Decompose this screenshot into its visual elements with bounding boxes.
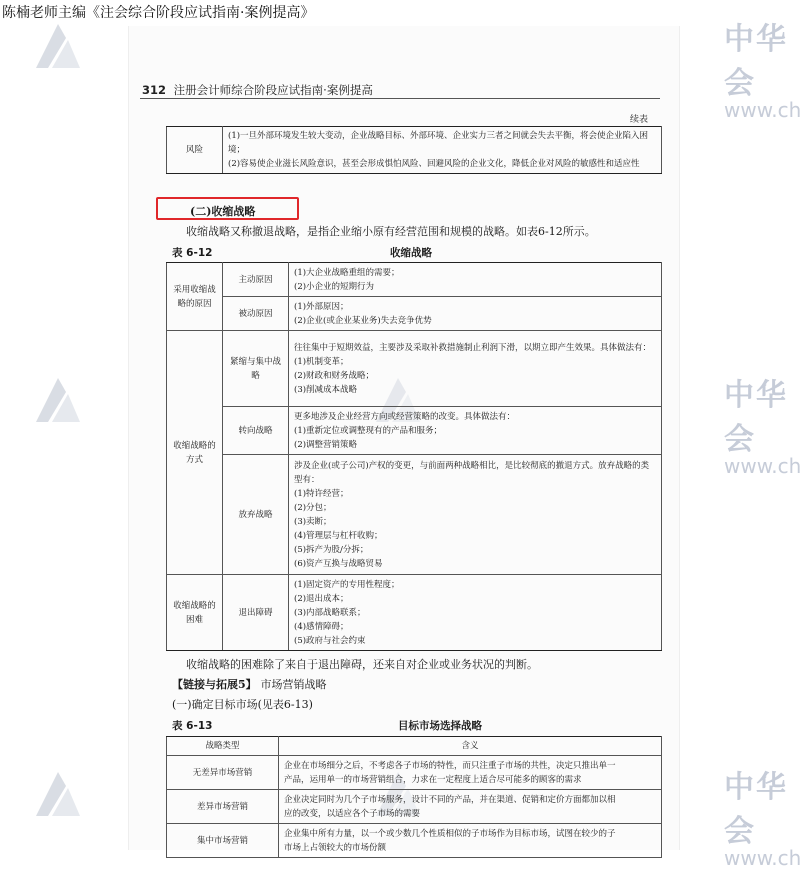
- tighten-items: [289, 331, 662, 407]
- item-line: (1)重新定位或调整现有的产品和服务；: [294, 425, 443, 436]
- item-line: (4)感情障碍；: [294, 621, 349, 632]
- watermark-cn: 中华会: [724, 22, 788, 101]
- table-row: [167, 790, 662, 824]
- page-caption: 陈楠老师主编《注会综合阶段应试指南·案例提高》: [2, 5, 315, 21]
- exit-items: [289, 575, 662, 651]
- item-line: (1)固定资产的专用性程度；: [294, 579, 400, 590]
- row-type: 无差异市场营销: [167, 756, 279, 790]
- item-line: 产品，运用单一的市场营销组合，力求在一定程度上适合尽可能多的顾客的需求: [284, 774, 582, 785]
- watermark-cn: 中华会: [724, 378, 788, 457]
- row-type: 差异市场营销: [167, 790, 279, 824]
- watermark: [724, 370, 809, 478]
- row-meaning: [279, 756, 662, 790]
- link-tag: 【链接与拓展5】: [172, 678, 257, 691]
- item-line: 应的改变，以适应各个子市场的需要: [284, 808, 421, 819]
- turn-items: [289, 407, 662, 455]
- link-text: 市场营销战略: [260, 678, 327, 691]
- risk-table: [166, 126, 662, 174]
- logo-watermark-icon: [28, 766, 88, 822]
- watermark: [724, 762, 809, 870]
- table-caption: 表 6-12: [172, 247, 213, 259]
- table-title: 目标市场选择战略: [398, 720, 482, 732]
- running-header: [142, 82, 373, 98]
- item-line: (4)管理层与杠杆收购；: [294, 530, 383, 541]
- logo-watermark-icon: [28, 372, 88, 428]
- item-line: (2)企业(或企业某业务)失去竞争优势: [294, 315, 432, 326]
- reasons-label: 采用收缩战略的原因: [167, 263, 223, 331]
- item-line: 往往集中于短期效益，主要涉及采取补救措施制止利润下滑，以期立即产生效果。具体做法有：: [294, 342, 652, 353]
- item-line: (5)政府与社会约束: [294, 635, 366, 646]
- after-paragraph: 收缩战略的困难除了来自于退出障碍，还来自对企业或业务状况的判断。: [186, 658, 538, 671]
- table-caption: 表 6-13: [172, 720, 213, 732]
- abandon-items: [289, 455, 662, 575]
- row-meaning: [279, 790, 662, 824]
- row-type: 集中市场营销: [167, 824, 279, 858]
- col-header-meaning: 含义: [279, 737, 662, 756]
- item-line: (1)机制变革；: [294, 356, 349, 367]
- item-line: (2)小企业的短期行为: [294, 281, 375, 292]
- difficulty-label: 收缩战略的困难: [167, 575, 223, 651]
- item-line: (2)财政和财务战略；: [294, 370, 375, 381]
- risk-label: 风险: [167, 127, 223, 174]
- watermark: [724, 14, 809, 122]
- item-line: (3)削减成本战略: [294, 384, 358, 395]
- item-line: (1)大企业战略重组的需要；: [294, 267, 400, 278]
- risk-content: [223, 127, 662, 174]
- item-line: (3)内部战略联系；: [294, 607, 366, 618]
- active-items: [289, 263, 662, 297]
- item-line: (6)资产互换与战略贸易: [294, 558, 383, 569]
- item-line: (1)特许经营；: [294, 488, 349, 499]
- item-line: 企业集中所有力量，以一个或少数几个性质相似的子市场作为目标市场，试图在较少的子: [284, 828, 616, 839]
- passive-label: 被动原因: [223, 297, 289, 331]
- turn-label: 转向战略: [223, 407, 289, 455]
- link-heading: [172, 676, 327, 692]
- item-line: (5)拆产为股/分拆；: [294, 544, 369, 555]
- col-header-type: 战略类型: [167, 737, 279, 756]
- exit-label: 退出障碍: [223, 575, 289, 651]
- book-title: 注册会计师综合阶段应试指南·案例提高: [173, 83, 373, 97]
- watermark-url: www.ch: [724, 454, 802, 478]
- passive-items: [289, 297, 662, 331]
- item-line: (2)分包；: [294, 502, 332, 513]
- header-rule: [140, 98, 660, 99]
- risk-line: (2)容易使企业滋长风险意识，甚至会形成惧怕风险、回避风险的企业文化，降低企业对风险的敏感性和适应性: [228, 159, 640, 169]
- row-meaning: [279, 824, 662, 858]
- section-title: (二)收缩战略: [190, 205, 256, 218]
- logo-watermark-icon: [28, 18, 88, 74]
- contraction-strategy-table: [166, 262, 662, 651]
- abandon-label: 放弃战略: [223, 455, 289, 575]
- item-line: 涉及企业(或子公司)产权的变更，与前面两种战略相比，是比较彻底的撤退方式。放弃战略的类型有：: [294, 460, 650, 485]
- subheading: (一)确定目标市场(见表6-13): [172, 698, 313, 711]
- methods-label: 收缩战略的方式: [167, 331, 223, 575]
- table-row: [167, 824, 662, 858]
- section-intro: 收缩战略又称撤退战略，是指企业缩小原有经营范围和规模的战略。如表6-12所示。: [186, 225, 596, 238]
- item-line: 更多地涉及企业经营方向或经营策略的改变。具体做法有：: [294, 411, 516, 422]
- active-label: 主动原因: [223, 263, 289, 297]
- item-line: (1)外部原因；: [294, 301, 349, 312]
- watermark-url: www.ch: [724, 846, 802, 870]
- item-line: (2)退出成本；: [294, 593, 349, 604]
- watermark-url: www.ch: [724, 98, 802, 122]
- item-line: 企业在市场细分之后，不考虑各子市场的特性，而只注重子市场的共性，决定只推出单一: [284, 760, 616, 771]
- item-line: (2)调整营销策略: [294, 439, 358, 450]
- table-row: [167, 756, 662, 790]
- watermark-cn: 中华会: [724, 770, 788, 849]
- item-line: 市场上占领较大的市场份额: [284, 842, 387, 853]
- item-line: 企业决定同时为几个子市场服务，设计不同的产品，并在渠道、促销和定价方面都加以相: [284, 794, 616, 805]
- tighten-label: 紧缩与集中战略: [223, 331, 289, 407]
- target-market-table: [166, 736, 662, 858]
- table-title: 收缩战略: [390, 247, 432, 259]
- continued-label: 续表: [630, 115, 649, 125]
- page-number: 312: [142, 83, 167, 97]
- item-line: (3)卖断；: [294, 516, 332, 527]
- risk-line: (1)一旦外部环境发生较大变动，企业战略目标、外部环境、企业实力三者之间就会失去平衡，将会使企业陷入困境；: [228, 131, 649, 155]
